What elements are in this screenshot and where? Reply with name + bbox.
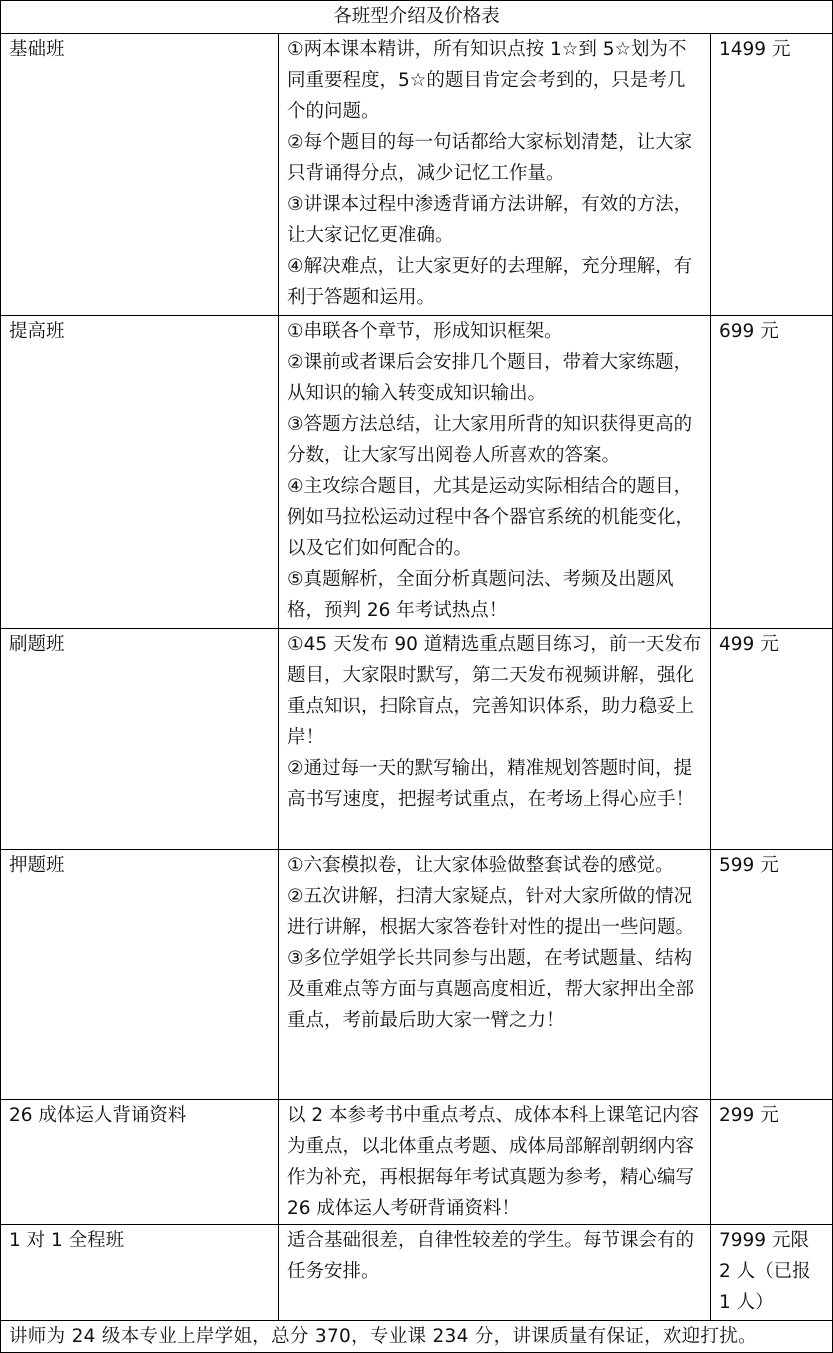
description-point: ③答题方法总结，让大家用所背的知识获得更高的分数，让大家写出阅卷人所喜欢的答案。 bbox=[287, 414, 693, 466]
class-name: 提高班 bbox=[1, 316, 279, 629]
description-point: ②每个题目的每一句话都给大家标划清楚，让大家只背诵得分点，减少记忆工作量。 bbox=[287, 132, 693, 184]
table-title: 各班型介绍及价格表 bbox=[1, 1, 833, 34]
class-description bbox=[279, 316, 711, 629]
description-point: ③讲课本过程中渗透背诵方法讲解，有效的方法，让大家记忆更准确。 bbox=[287, 194, 693, 246]
description-point: ④解决难点，让大家更好的去理解，充分理解，有利于答题和运用。 bbox=[287, 256, 693, 308]
table-row bbox=[1, 850, 833, 1100]
class-description bbox=[279, 850, 711, 1100]
table-row bbox=[1, 629, 833, 850]
description-point: ①六套模拟卷，让大家体验做整套试卷的感觉。 bbox=[287, 855, 674, 876]
class-name: 26 成体运人背诵资料 bbox=[1, 1100, 279, 1225]
class-price: 599 元 bbox=[711, 850, 833, 1100]
title-row bbox=[1, 1, 833, 34]
description-point: ①45 天发布 90 道精选重点题目练习，前一天发布题目，大家限时默写，第二天发布视频讲解，强化重点知识，扫除盲点，完善知识体系，助力稳妥上岸！ bbox=[287, 634, 702, 748]
table-row bbox=[1, 1100, 833, 1225]
description-point: ③多位学姐学长共同参与出题，在考试题量、结构及重难点等方面与真题高度相近，帮大家押出全部重点，考前最后助大家一臂之力！ bbox=[287, 948, 695, 1031]
description-point: ②五次讲解，扫清大家疑点，针对大家所做的情况进行讲解，根据大家答卷针对性的提出一些问题。 bbox=[287, 886, 695, 938]
class-description bbox=[279, 1100, 711, 1225]
table-footer-note: 讲师为 24 级本专业上岸学姐，总分 370，专业课 234 分，讲课质量有保证，欢迎打扰。 bbox=[1, 1321, 833, 1353]
description-point: ①串联各个章节，形成知识框架。 bbox=[287, 321, 563, 342]
description-point: ①两本课本精讲，所有知识点按 1☆到 5☆划为不同重要程度，5☆的题目肯定会考到的，只是考几个的问题。 bbox=[287, 39, 687, 122]
class-name: 刷题班 bbox=[1, 629, 279, 850]
table-row bbox=[1, 316, 833, 629]
description-point: ②课前或者课后会安排几个题目，带着大家练题，从知识的输入转变成知识输出。 bbox=[287, 352, 693, 404]
class-description bbox=[279, 34, 711, 316]
class-name: 基础班 bbox=[1, 34, 279, 316]
class-price: 7999 元限 2 人（已报 1 人） bbox=[711, 1225, 833, 1321]
description-point: ⑤真题解析，全面分析真题问法、考频及出题风格，预判 26 年考试热点！ bbox=[287, 569, 674, 621]
class-price: 499 元 bbox=[711, 629, 833, 850]
class-description bbox=[279, 1225, 711, 1321]
class-price: 299 元 bbox=[711, 1100, 833, 1225]
class-description bbox=[279, 629, 711, 850]
description-point: ②通过每一天的默写输出，精准规划答题时间，提高书写速度，把握考试重点，在考场上得心应手！ bbox=[287, 758, 695, 810]
footer-row bbox=[1, 1321, 833, 1353]
description-point: 以 2 本参考书中重点考点、成体本科上课笔记内容为重点，以北体重点考题、成体局部解剖朝纲内容作为补充，再根据每年考试真题为参考，精心编写 26 成体运人考研背诵资料！ bbox=[287, 1105, 700, 1219]
class-name: 押题班 bbox=[1, 850, 279, 1100]
table-row bbox=[1, 34, 833, 316]
description-point: 适合基础很差，自律性较差的学生。每节课会有的任务安排。 bbox=[287, 1230, 695, 1282]
class-price: 699 元 bbox=[711, 316, 833, 629]
table-row bbox=[1, 1225, 833, 1321]
class-name: 1 对 1 全程班 bbox=[1, 1225, 279, 1321]
class-price: 1499 元 bbox=[711, 34, 833, 316]
description-point: ④主攻综合题目，尤其是运动实际相结合的题目，例如马拉松运动过程中各个器官系统的机能变化，以及它们如何配合的。 bbox=[287, 476, 695, 559]
